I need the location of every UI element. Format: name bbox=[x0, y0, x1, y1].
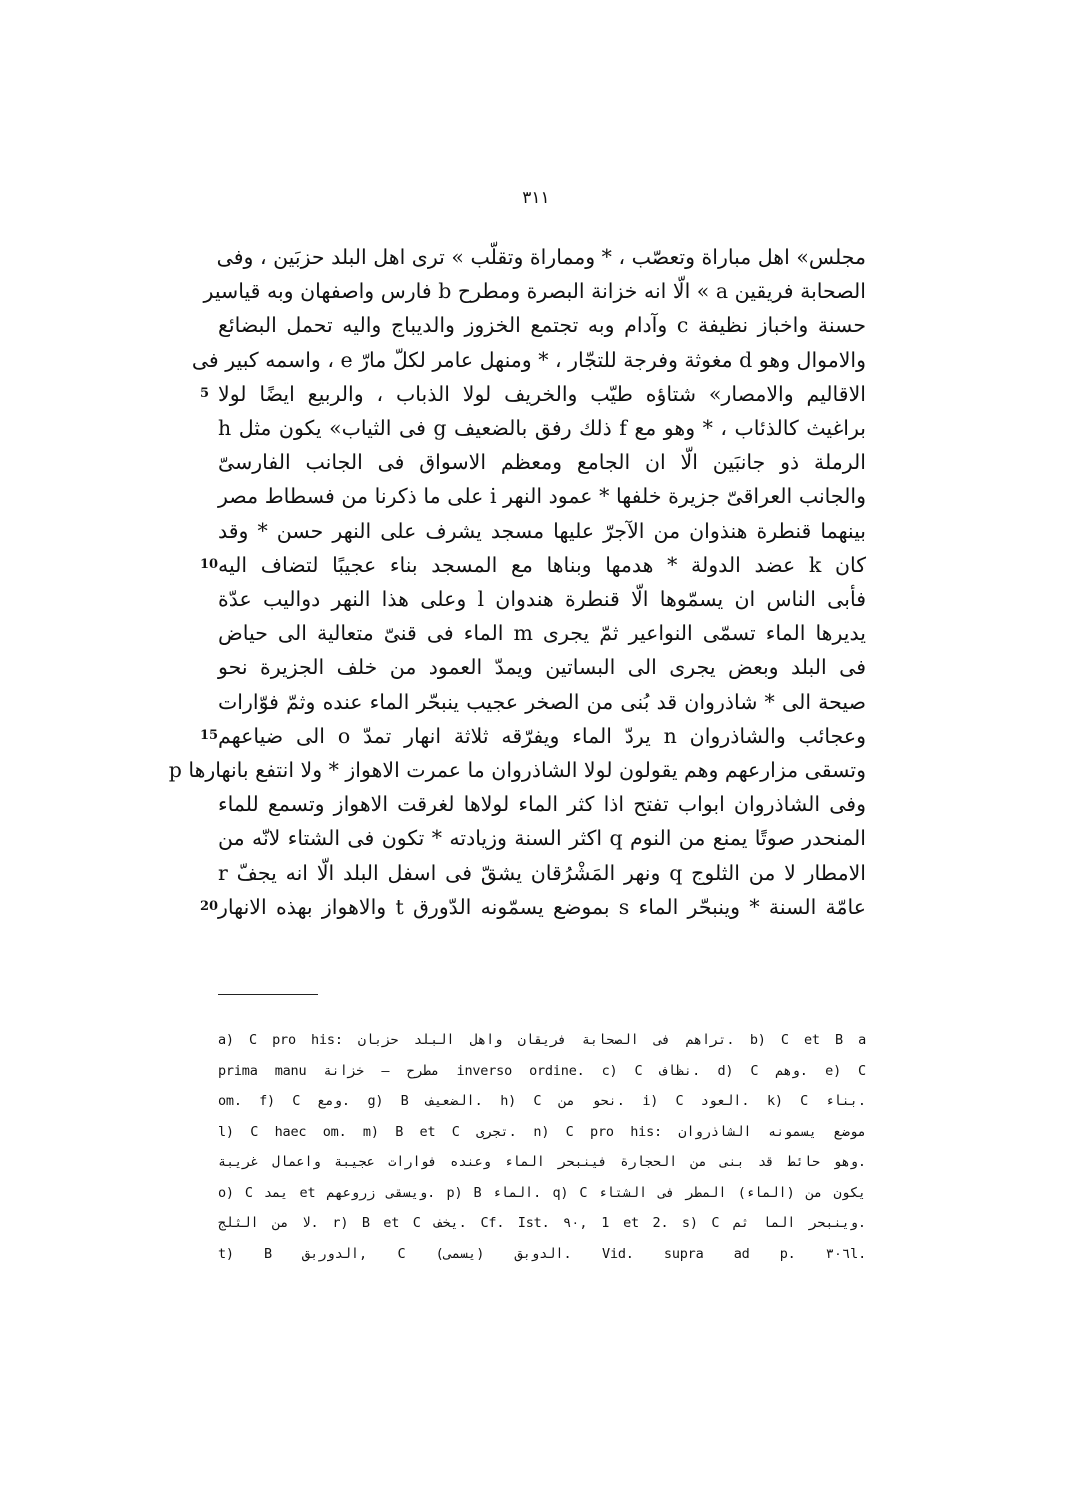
text-line: بينهما قنطرة هنذوان من الآجرّ عليها مسجد يشرف على النهر حسن * وقد bbox=[218, 518, 866, 543]
footnote-divider bbox=[218, 994, 318, 995]
text-line: براغيث كالذئاب ، * وهو مع f ذلك رفق بالضعيف g فى الثياب» يكون مثل h bbox=[218, 416, 867, 440]
footnote-line: وهو حائط قد بنى من الحجارة فينبحر الماء وعنده فوارات عجيبة واعمال غريبة. bbox=[218, 1154, 866, 1170]
text-line: الامطار لا من الثلوج q ونهر المَشْرُقان يشقّ فى اسفل البلد الّا انه يجفّ r bbox=[218, 860, 866, 885]
text-line: المنحدر صوتًا يمنع من النوم q اكثر السنة وزيادته * تكون فى الشتاء لانّه من bbox=[218, 826, 866, 851]
footnote-line: prima manu مطرح — خزانة inverso ordine. c) C نظاف. d) C وهم. e) C bbox=[218, 1062, 866, 1079]
text-line: يديرها الماء تسمّى النواعير ثمّ يجرى m الماء فى قنىّ متعالية الى حياض bbox=[218, 621, 866, 646]
footnote-line: a) C pro his: تراهم فى الصحابة فريقان واهل البلد حزبان. b) C et B a bbox=[218, 1032, 866, 1048]
line-number: 20 bbox=[200, 898, 219, 914]
text-line: وفى الشاذروان ابواب تفتح اذا كثر الماء لولاها لغرقت الاهواز وتسمع للماء bbox=[218, 792, 866, 817]
text-line: والاموال وهو d مغوثة وفرجة للتجّار ، * ومنهل عامر لكلّ مارّ e ، واسمه كبير فى bbox=[191, 347, 866, 372]
text-line: والجانب العراقىّ جزيرة خلفها * عمود النهر i على ما ذكرنا من فسطاط مصر bbox=[218, 484, 866, 509]
line-number: 15 bbox=[200, 727, 219, 743]
text-line: كان k عضد الدولة * هدمها وبناها مع المسجد بناء عجيبًا لتضاف اليه bbox=[218, 552, 867, 577]
footnote-line: om. f) C ومع. g) B الضعيف. h) C نحو من. i) C العود. k) C بناء. bbox=[218, 1093, 866, 1109]
text-line: فأبى الناس ان يسمّوها الّا قنطرة هندوان l وعلى هذا النهر دواليب عدّة bbox=[218, 587, 866, 611]
line-number: 5 bbox=[200, 385, 210, 401]
text-line: عامّة السنة * وينبحّر الماء s بموضع يسمّونه الدّورق t والاهواز بهذه الانهار bbox=[218, 894, 866, 919]
page-number: ٣١١ bbox=[522, 188, 550, 208]
text-line: الصحابة فريقين a » الّا انه خزانة البصرة ومطرح b فارس واصفهان وبه قياسير bbox=[203, 279, 866, 304]
text-line: وعجائب والشاذروان n يردّ الماء ويفرّقه ثلاثة انهار تمدّ o الى ضياعهم bbox=[218, 723, 866, 748]
footnote-line: l) C haec om. m) B et C تجرى. n) C pro his: موضع يسمونه الشاذروان bbox=[218, 1123, 866, 1140]
text-line: صيحة الى * شاذروان قد بُنى من الصخر عجيب ينبحّر الماء عنده وثمّ فوّارات bbox=[218, 689, 866, 714]
text-line: حسنة واخباز نظيفة c وآدام وبه تجتمع الخزوز والديباج واليه تحمل البضائع bbox=[218, 313, 866, 338]
text-line: فى البلد وبعض يجرى الى البساتين ويمدّ العمود من خلف الجزيرة نحو bbox=[218, 655, 866, 680]
text-line: وتسقى مزارعهم وهم يقولون لولا الشاذروان ما عمرت الاهواز * ولا انتفع بانهارها p bbox=[168, 758, 866, 782]
text-line: مجلس» اهل مباراة وتعصّب ، * ومماراة وتقلّب » ترى اهل البلد حزبَين ، وفى bbox=[216, 245, 866, 269]
line-number: 10 bbox=[200, 556, 219, 572]
text-line: الرملة ذو جانبَين الّا ان الجامع ومعظم الاسواق فى الجانب الفارسىّ bbox=[218, 450, 866, 475]
footnote-line: o) C يمد et ويسقى زروعهم. p) B الماء. q) C يكون من (الماء) المطر فى الشتاء bbox=[218, 1184, 866, 1201]
footnote-line: لا من الثلج. r) B et C يخف. Cf. Ist. ٩٠, 1 et 2. s) C وينبحر الما ثم. bbox=[218, 1215, 866, 1231]
footnote-line: t) B الدوربق, C الدوبق (يسمى). Vid. supra ad p. ٣٠٦l. bbox=[218, 1245, 866, 1262]
text-line: الاقاليم والامصار» شتاؤه طيّب والخريف لولا الذباب ، والربيع ايضًا لولا bbox=[218, 381, 866, 406]
